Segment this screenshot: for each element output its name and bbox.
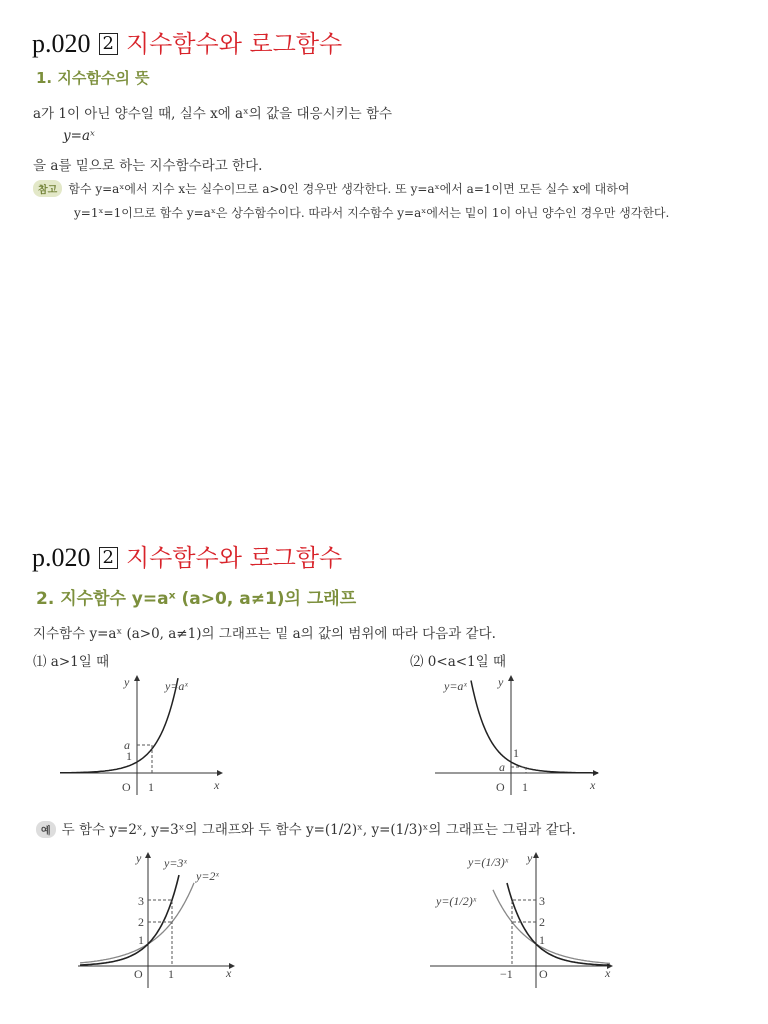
tick-label: 1 bbox=[126, 749, 132, 763]
page-number: p.020 bbox=[32, 29, 91, 58]
curve-half bbox=[493, 890, 610, 964]
tick-label: 1 bbox=[522, 780, 528, 794]
intro-text: 지수함수 y=aˣ (a>0, a≠1)의 그래프는 밑 a의 값의 범위에 따라 다음과 같다. bbox=[33, 626, 496, 642]
curve-label: y=(1/2)ˣ bbox=[436, 894, 477, 908]
tick-label: 1 bbox=[148, 780, 154, 794]
x-axis-label: x bbox=[605, 966, 611, 980]
x-axis-label: x bbox=[590, 778, 596, 792]
curve-label: y=(1/3)ˣ bbox=[468, 855, 509, 869]
y-axis-label: y bbox=[136, 851, 142, 865]
tick-label: a bbox=[124, 738, 130, 752]
tick-label: 1 bbox=[513, 746, 519, 760]
chapter-number: 2 bbox=[99, 33, 118, 55]
tick-label: 1 bbox=[168, 967, 174, 981]
section-heading: 1. 지수함수의 뜻 bbox=[36, 69, 150, 87]
origin-label: O bbox=[122, 780, 131, 794]
graph-a-greater-1 bbox=[60, 675, 222, 795]
example-badge: 예 bbox=[36, 821, 56, 838]
origin-label: O bbox=[496, 780, 505, 794]
curve-label: y=aˣ bbox=[165, 679, 188, 693]
curve bbox=[60, 678, 178, 773]
x-axis-label: x bbox=[214, 778, 220, 792]
tick-label: 3 bbox=[539, 894, 545, 908]
definition-text: a가 1이 아닌 양수일 때, 실수 x에 aˣ의 값을 대응시키는 함수 bbox=[33, 106, 393, 122]
tick-label: a bbox=[499, 760, 505, 774]
guide-line bbox=[137, 745, 152, 773]
case-label: ⑵ 0<a<1일 때 bbox=[410, 654, 507, 670]
definition-text: 을 a를 밑으로 하는 지수함수라고 한다. bbox=[33, 158, 263, 174]
example-text: 두 함수 y=2ˣ, y=3ˣ의 그래프와 두 함수 y=(1/2)ˣ, y=(1/3)ˣ의 그래프는 그림과 같다. bbox=[61, 822, 576, 838]
curve-2x bbox=[80, 883, 194, 963]
y-axis-label: y bbox=[498, 675, 504, 689]
curve-third bbox=[507, 883, 610, 965]
section-heading: 2. 지수함수 y=aˣ (a>0, a≠1)의 그래프 bbox=[36, 589, 357, 609]
tick-label: 1 bbox=[138, 933, 144, 947]
y-axis-label: y bbox=[527, 851, 533, 865]
graph-half-third bbox=[430, 851, 612, 988]
graph-a-less-1 bbox=[435, 675, 598, 795]
graph-2x-3x bbox=[78, 851, 234, 988]
case-label: ⑴ a>1일 때 bbox=[33, 654, 110, 670]
tick-label: 1 bbox=[539, 933, 545, 947]
curve-label: y=2ˣ bbox=[196, 869, 219, 883]
note-text: y=1ˣ=1이므로 함수 y=aˣ은 상수함수이다. 따라서 지수함수 y=aˣ에서는 밑이 1이 아닌 양수인 경우만 생각한다. bbox=[74, 206, 670, 220]
chapter-number: 2 bbox=[99, 547, 118, 569]
origin-label: O bbox=[539, 967, 548, 981]
page-number: p.020 bbox=[32, 543, 91, 572]
note-text: 함수 y=aˣ에서 지수 x는 실수이므로 a>0인 경우만 생각한다. 또 y=aˣ에서 a=1이면 모든 실수 x에 대하여 bbox=[68, 182, 630, 196]
curve bbox=[471, 681, 598, 773]
curve-3x bbox=[80, 875, 179, 965]
tick-label: 2 bbox=[138, 915, 144, 929]
curve-label: y=aˣ bbox=[444, 679, 467, 693]
y-axis-label: y bbox=[124, 675, 130, 689]
x-axis-label: x bbox=[226, 966, 232, 980]
formula: y=aˣ bbox=[63, 128, 95, 144]
tick-label: 3 bbox=[138, 894, 144, 908]
chapter-title: 지수함수와 로그함수 bbox=[125, 544, 343, 572]
origin-label: O bbox=[134, 967, 143, 981]
note-badge: 참고 bbox=[33, 180, 62, 197]
chapter-title: 지수함수와 로그함수 bbox=[125, 30, 343, 58]
curve-label: y=3ˣ bbox=[164, 856, 187, 870]
tick-label: 2 bbox=[539, 915, 545, 929]
tick-label: −1 bbox=[500, 967, 513, 981]
